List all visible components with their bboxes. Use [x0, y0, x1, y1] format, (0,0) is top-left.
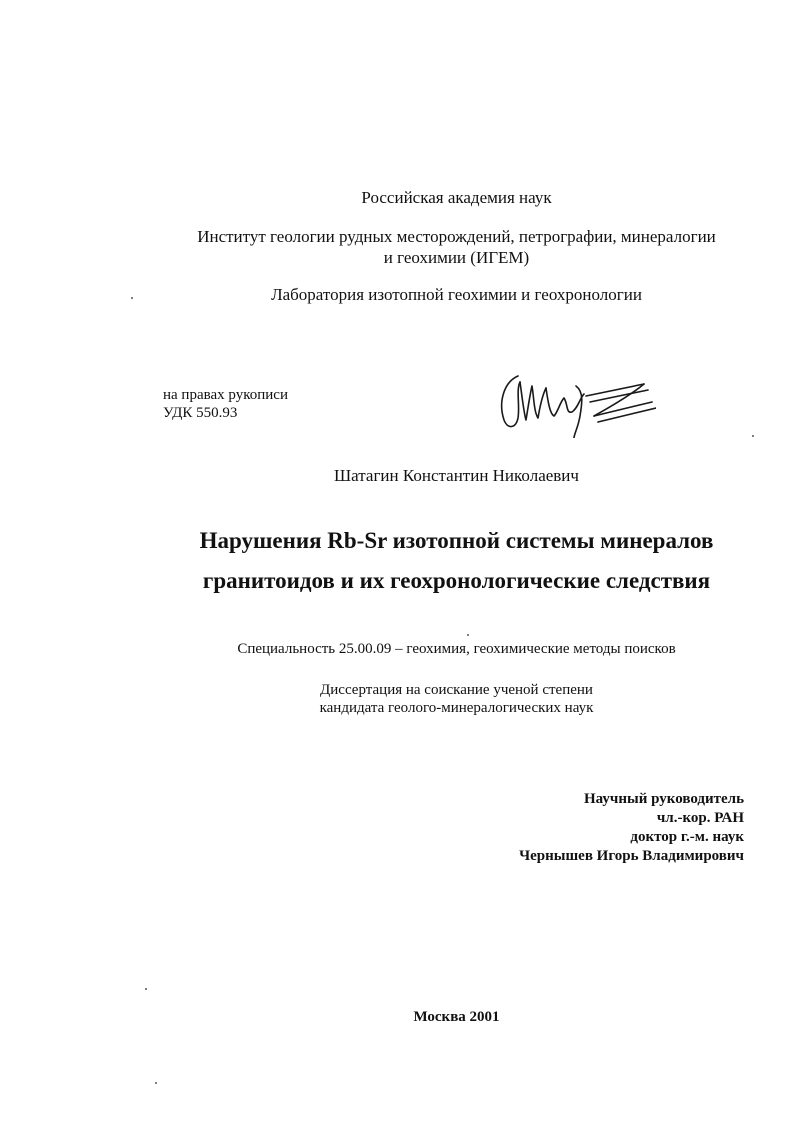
- supervisor-name: Чернышев Игорь Владимирович: [519, 848, 744, 864]
- laboratory-name: Лаборатория изотопной геохимии и геохронологии: [271, 285, 642, 304]
- degree-block: [60, 681, 793, 717]
- city-year: Москва 2001: [413, 1009, 500, 1025]
- degree-line1: Диссертация на соискание ученой степени: [320, 682, 593, 698]
- dissertation-title: [60, 521, 793, 601]
- academy-name: Российская академия наук: [361, 188, 552, 207]
- scan-speck: [467, 634, 469, 636]
- institute-name-line1: Институт геологии рудных месторождений, петрографии, минералогии: [197, 227, 716, 246]
- institute-heading: [60, 226, 793, 268]
- author-name-block: [60, 466, 793, 486]
- title-line2: гранитоидов и их геохронологические следствия: [202, 568, 711, 593]
- specialty-block: [60, 641, 793, 658]
- supervisor-block: [519, 790, 744, 866]
- specialty-text: Специальность 25.00.09 – геохимия, геохимические методы поисков: [237, 641, 676, 657]
- handwritten-signature-icon: [494, 368, 656, 438]
- degree-line2: кандидата геолого-минералогических наук: [319, 700, 594, 716]
- scan-speck: [131, 297, 133, 299]
- supervisor-degree: доктор г.-м. наук: [630, 829, 744, 845]
- author-name: Шатагин Константин Николаевич: [334, 466, 579, 485]
- institute-name-line2: и геохимии (ИГЕМ): [383, 248, 530, 267]
- scan-speck: [145, 988, 147, 990]
- academy-heading: [60, 188, 793, 208]
- laboratory-heading: [60, 285, 793, 305]
- scan-speck: [155, 1082, 157, 1084]
- udc-code: УДК 550.93: [163, 405, 238, 421]
- supervisor-rank: чл.-кор. РАН: [656, 810, 744, 826]
- supervisor-role: Научный руководитель: [584, 791, 744, 807]
- footer-block: [60, 1009, 793, 1026]
- manuscript-rights: на правах рукописи: [163, 387, 288, 403]
- scan-speck: [752, 435, 754, 437]
- title-line1: Нарушения Rb-Sr изотопной системы минералов: [199, 528, 714, 553]
- manuscript-info: [163, 386, 288, 422]
